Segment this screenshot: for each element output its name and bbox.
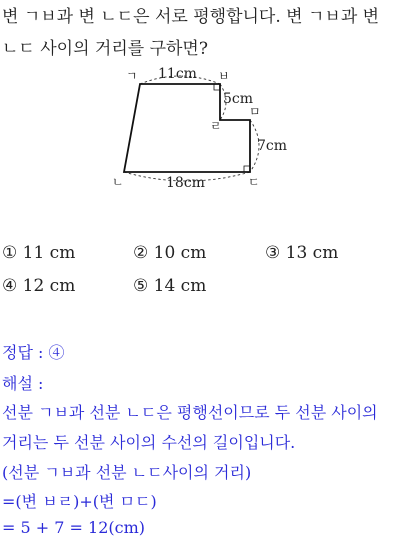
vertex-label-m: ㅁ [249,105,261,119]
option-2[interactable]: ② 10 cm [133,243,207,263]
vertex-label-n: ㄴ [112,175,124,189]
length-label-top: 11cm [158,66,197,82]
length-label-br: 5cm [223,91,254,107]
option-3[interactable]: ③ 13 cm [265,243,339,263]
solution-header: 해설 : [2,374,44,393]
option-1[interactable]: ① 11 cm [2,243,76,263]
solution-line-3: (선분 ㄱㅂ과 선분 ㄴㄷ사이의 거리) [2,463,252,482]
vertex-label-b: ㅂ [218,69,230,83]
solution-line-1: 선분 ㄱㅂ과 선분 ㄴㄷ은 평행선이므로 두 선분 사이의 [2,403,378,422]
figure [110,62,288,194]
vertex-label-d: ㄷ [248,175,260,189]
vertex-label-r: ㄹ [210,119,222,133]
question-line-1: 변 ㄱㅂ과 변 ㄴㄷ은 서로 평행합니다. 변 ㄱㅂ과 변 [2,7,380,27]
length-label-md: 7cm [257,138,288,154]
question-line-2: ㄴㄷ 사이의 거리를 구하면? [2,39,208,59]
figure-svg [110,62,288,194]
solution-line-4: =(변 ㅂㄹ)+(변 ㅁㄷ) [2,492,157,511]
answer-line: 정답 : ④ [2,343,65,362]
solution-line-2: 거리는 두 선분 사이의 수선의 길이입니다. [2,433,296,452]
length-label-bottom: 18cm [166,175,205,191]
solution-line-5: = 5 + 7 = 12(cm) [2,518,145,537]
option-5[interactable]: ⑤ 14 cm [133,276,207,296]
option-4[interactable]: ④ 12 cm [2,276,76,296]
vertex-label-g: ㄱ [126,69,138,83]
